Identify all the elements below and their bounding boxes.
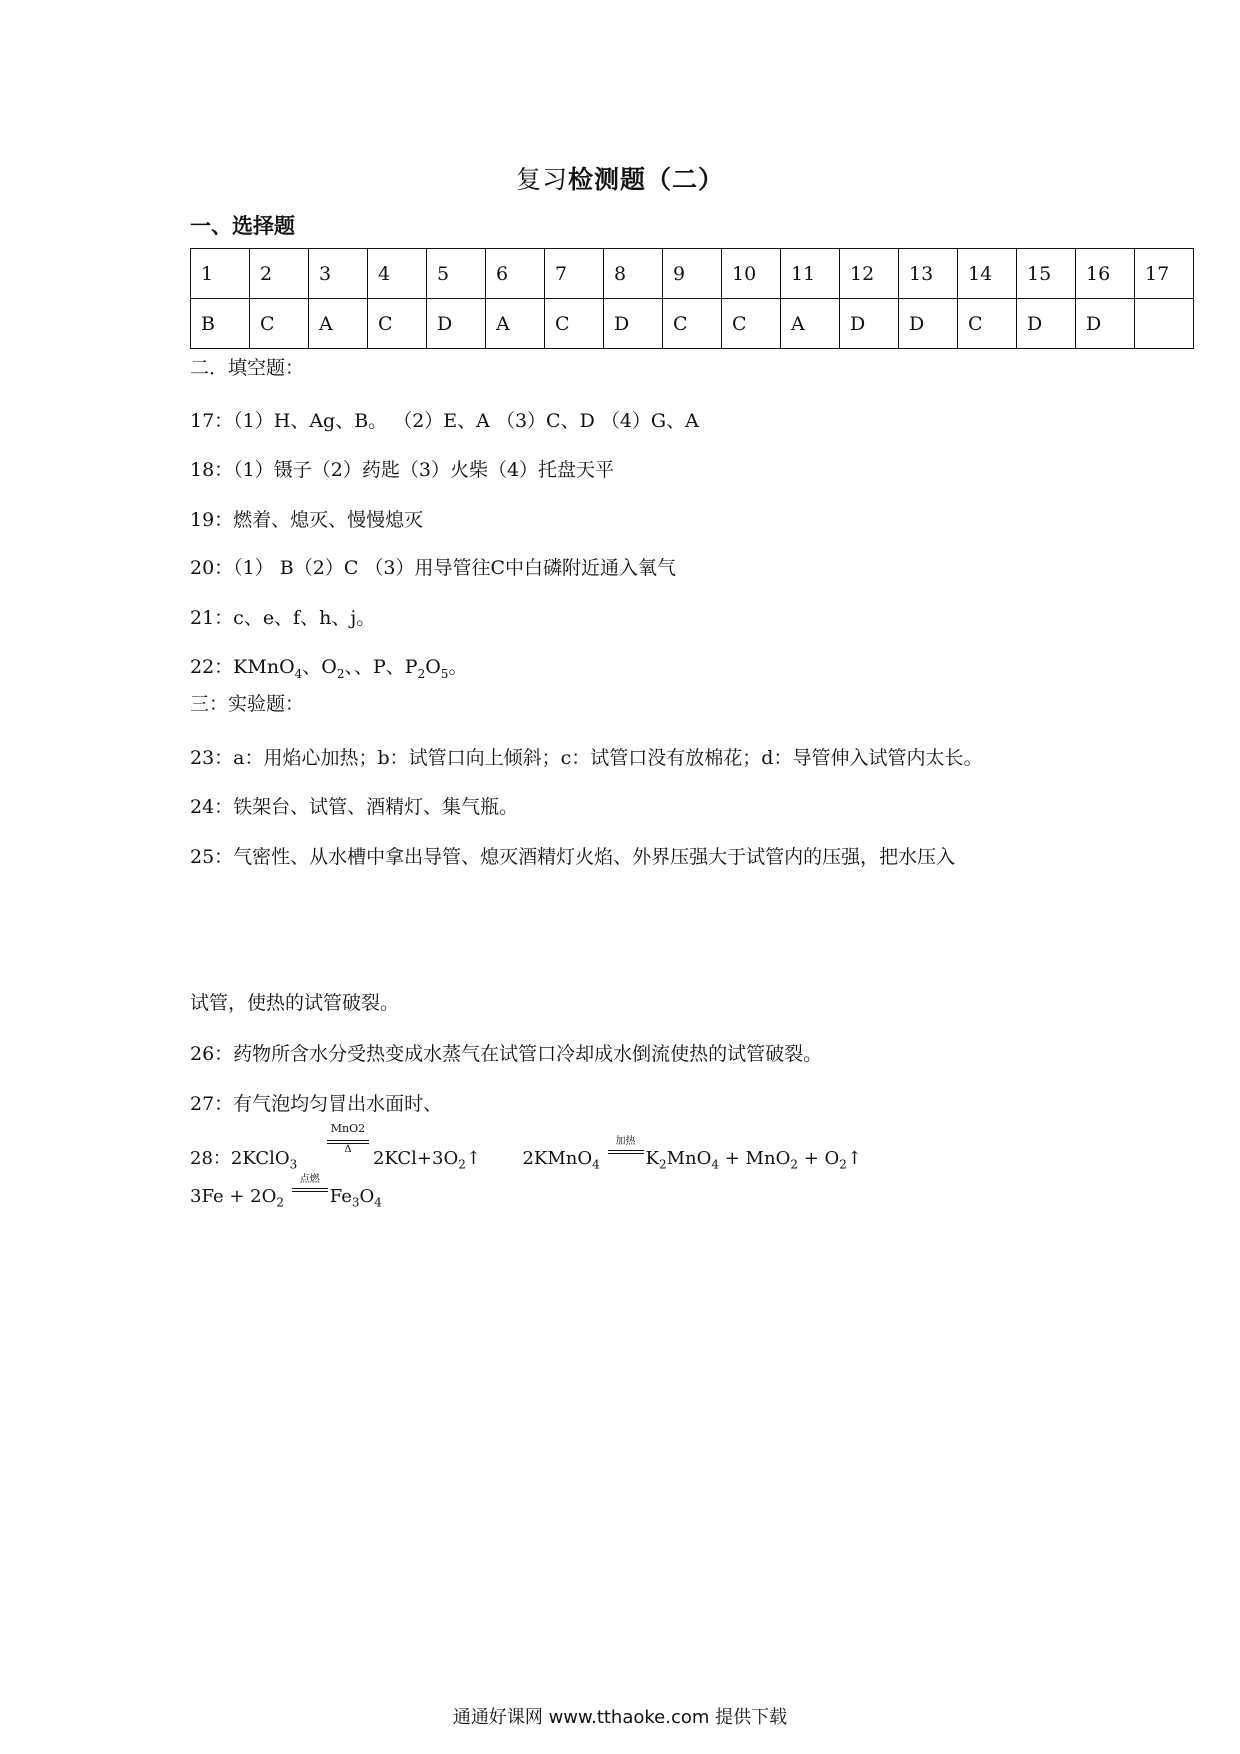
equals-bar	[327, 1140, 369, 1141]
text-span: 、、P、P	[344, 656, 418, 678]
text-span: O	[425, 656, 441, 678]
footer-source: 通通好课网 www.tthaoke.com 提供下载	[452, 1707, 788, 1728]
answer-26: 26：药物所含水分受热变成水蒸气在试管口冷却成水倒流使热的试管破裂。	[190, 1043, 823, 1065]
table-cell: 14	[958, 249, 1017, 299]
table-cell: D	[1017, 299, 1076, 349]
table-cell: D	[1076, 299, 1135, 349]
text-span: Fe	[329, 1186, 352, 1207]
table-cell: 15	[1017, 249, 1076, 299]
subscript: 2	[839, 1157, 847, 1172]
subscript: 3	[289, 1157, 298, 1172]
answer-28-equation-3	[190, 1174, 382, 1210]
answer-18: 18：（1）镊子（2）药匙（3）火柴（4）托盘天平	[190, 459, 615, 481]
table-row-numbers	[191, 249, 1194, 299]
table-cell	[1135, 299, 1194, 349]
table-cell: B	[191, 299, 250, 349]
table-cell: C	[250, 299, 309, 349]
table-cell: D	[899, 299, 958, 349]
equals-bar	[292, 1191, 328, 1192]
table-cell: A	[781, 299, 840, 349]
catalyst-label: MnO2	[330, 1122, 366, 1135]
text-span: 28：2KClO	[190, 1148, 290, 1169]
answer-23: 23：a：用焰心加热；b：试管口向上倾斜；c：试管口没有放棉花；d：导管伸入试管内太长。	[190, 747, 983, 769]
subscript: 4	[711, 1157, 720, 1172]
gas-arrow-icon: ↑	[465, 1148, 481, 1169]
table-cell: 11	[781, 249, 840, 299]
gas-arrow-icon: ↑	[846, 1148, 862, 1169]
answer-21: 21：c、e、f、h、j。	[190, 607, 376, 629]
equals-bar	[608, 1153, 644, 1154]
heat-symbol: Δ	[344, 1144, 352, 1155]
answer-25-line2: 试管，使热的试管破裂。	[190, 992, 400, 1014]
table-cell: C	[545, 299, 604, 349]
section-multiple-choice-heading: 一、选择题	[190, 214, 295, 238]
table-cell: 3	[309, 249, 368, 299]
subscript: 4	[294, 666, 303, 681]
text-span: 2KCl+3O	[372, 1148, 459, 1169]
answer-19: 19：燃着、熄灭、慢慢熄灭	[190, 509, 424, 531]
table-cell: C	[663, 299, 722, 349]
table-cell: D	[427, 299, 486, 349]
text-span: O	[359, 1186, 375, 1207]
equals-bar	[292, 1188, 328, 1189]
table-cell: 4	[368, 249, 427, 299]
table-cell: A	[486, 299, 545, 349]
table-cell: 2	[250, 249, 309, 299]
subscript: 3	[351, 1195, 360, 1210]
table-cell: 12	[840, 249, 899, 299]
section-experiment-heading: 三：实验题：	[190, 693, 305, 715]
subscript: 2	[276, 1195, 284, 1210]
table-cell: 10	[722, 249, 781, 299]
answer-27: 27：有气泡均匀冒出水面时、	[190, 1093, 443, 1115]
table-cell: D	[604, 299, 663, 349]
answer-22	[190, 652, 467, 681]
title-prefix: 复习	[515, 165, 568, 194]
table-cell: 5	[427, 249, 486, 299]
reaction-condition	[323, 1122, 373, 1164]
subscript: 4	[592, 1157, 600, 1172]
subscript: 5	[440, 666, 449, 681]
text-span: + O	[797, 1148, 840, 1169]
table-cell: 6	[486, 249, 545, 299]
subscript: 2	[790, 1157, 798, 1172]
reaction-condition	[606, 1136, 646, 1164]
table-cell: 17	[1135, 249, 1194, 299]
text-span: 22：KMnO	[190, 656, 295, 678]
subscript: 2	[417, 666, 426, 681]
ignite-label: 点燃	[299, 1174, 320, 1185]
text-span: 、O	[302, 656, 337, 678]
table-cell: 8	[604, 249, 663, 299]
reaction-condition	[290, 1174, 330, 1202]
page-title	[0, 160, 1240, 196]
answer-25-line1: 25：气密性、从水槽中拿出导管、熄灭酒精灯火焰、外界压强大于试管内的压强，把水压入	[190, 846, 956, 868]
text-span: K	[645, 1148, 659, 1169]
table-cell: 7	[545, 249, 604, 299]
text-span: 2KMnO	[522, 1148, 593, 1169]
subscript: 2	[336, 666, 345, 681]
table-cell: 16	[1076, 249, 1135, 299]
table-cell: 1	[191, 249, 250, 299]
subscript: 2	[458, 1157, 466, 1172]
text-span: + MnO	[719, 1148, 791, 1169]
table-cell: 13	[899, 249, 958, 299]
title-bold: 检测题（二）	[568, 165, 725, 194]
table-cell: C	[958, 299, 1017, 349]
answer-17: 17：（1）H、Ag、B。 （2）E、A （3）C、D （4）G、A	[190, 410, 699, 432]
table-cell: D	[840, 299, 899, 349]
heat-label: 加热	[615, 1136, 636, 1147]
section-fill-blank-heading: 二．填空题：	[190, 357, 305, 379]
subscript: 2	[658, 1157, 667, 1172]
answer-24: 24：铁架台、试管、酒精灯、集气瓶。	[190, 796, 519, 818]
equals-bar	[608, 1150, 644, 1151]
table-cell: C	[368, 299, 427, 349]
subscript: 4	[374, 1195, 382, 1210]
text-span: 。	[448, 656, 468, 678]
answer-table	[190, 248, 1194, 349]
text-span: 3Fe + 2O	[190, 1186, 277, 1207]
table-cell: 9	[663, 249, 722, 299]
text-span: MnO	[666, 1148, 712, 1169]
table-row-answers	[191, 299, 1194, 349]
answer-20: 20：（1） B（2）C （3）用导管往C中白磷附近通入氧气	[190, 557, 677, 579]
table-cell: A	[309, 299, 368, 349]
answer-28-equations	[190, 1122, 862, 1172]
table-cell: C	[722, 299, 781, 349]
